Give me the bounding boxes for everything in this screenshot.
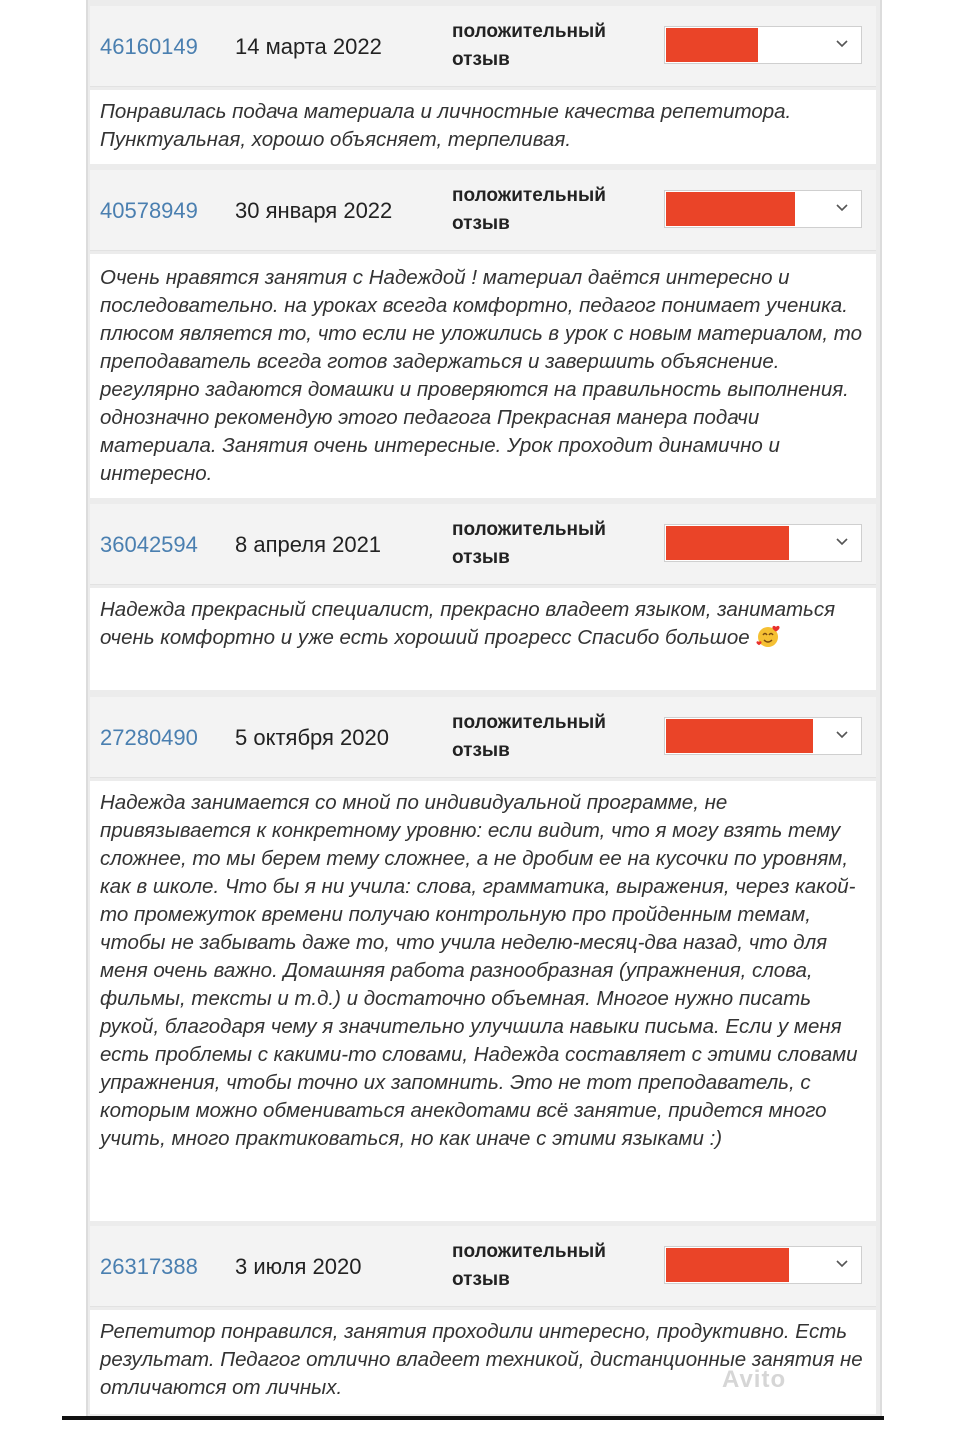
heart-face-emoji-icon: [756, 624, 782, 648]
review-text: [90, 781, 876, 1221]
rating-dropdown[interactable]: [664, 717, 862, 755]
review-type-line1: положительный: [452, 519, 606, 540]
review-type-line2: отзыв: [452, 1269, 510, 1290]
review-type-line2: отзыв: [452, 547, 510, 568]
review-date: 3 июля 2020: [235, 1254, 362, 1279]
review-header: [90, 697, 876, 778]
review-date: 5 октября 2020: [235, 725, 389, 750]
review-text-content: Репетитор понравился, занятия проходили интересно, продуктивно. Есть результат. Педагог отлично владеет техникой, дистанционные занятия не отличаются от личных.: [100, 1320, 863, 1399]
review-text: [90, 1310, 876, 1414]
bottom-divider: [62, 1416, 884, 1420]
review-id-link[interactable]: 40578949: [100, 198, 198, 223]
review-type-line2: отзыв: [452, 49, 510, 70]
chevron-down-icon: [835, 534, 849, 548]
rating-bar: [666, 526, 789, 560]
review-type-line1: положительный: [452, 185, 606, 206]
review-type-line1: положительный: [452, 712, 606, 733]
review-type-line2: отзыв: [452, 213, 510, 234]
review-type: [452, 182, 652, 238]
chevron-down-icon: [835, 200, 849, 214]
chevron-down-icon: [835, 1256, 849, 1270]
review-type: [452, 516, 652, 572]
review-id-link[interactable]: 26317388: [100, 1254, 198, 1279]
review-id-link[interactable]: 46160149: [100, 34, 198, 59]
review-type: [452, 709, 652, 765]
review-type-line2: отзыв: [452, 740, 510, 761]
review-id-link[interactable]: 36042594: [100, 532, 198, 557]
rating-bar: [666, 192, 795, 226]
review-text: [90, 588, 876, 690]
review-header: [90, 170, 876, 251]
review-date: 8 апреля 2021: [235, 532, 382, 557]
rating-dropdown[interactable]: [664, 524, 862, 562]
rating-dropdown[interactable]: [664, 190, 862, 228]
review-header: [90, 504, 876, 585]
review-type: [452, 1238, 652, 1294]
review-text-content: Понравилась подача материала и личностные качества репетитора. Пунктуальная, хорошо объясняет, терпеливая.: [100, 100, 792, 151]
review-type: [452, 18, 652, 74]
chevron-down-icon: [835, 727, 849, 741]
review-type-line1: положительный: [452, 1241, 606, 1262]
chevron-down-icon: [835, 36, 849, 50]
review-date: 30 января 2022: [235, 198, 393, 223]
rating-bar: [666, 719, 813, 753]
avito-watermark: Avito: [722, 1366, 787, 1393]
review-text-content: Очень нравятся занятия с Надеждой ! материал даётся интересно и последовательно. на уроках всегда комфортно, педагог понимает ученика. плюсом является то, что если не уложились в урок с новым материалом, то преподаватель всегда готов задержаться и завершить объяснение. регулярно задаются домашки и проверяются на правильность выполнения. однозначно рекомендую этого педагога Прекрасная манера подачи материала. Занятия очень интересные. Урок проходит динамично и интересно.: [100, 266, 862, 485]
review-text-content: Надежда прекрасный специалист, прекрасно владеет языком, заниматься очень комфортно и уже есть хороший прогресс Спасибо большое: [100, 598, 836, 649]
review-text: [90, 254, 876, 498]
review-id-link[interactable]: 27280490: [100, 725, 198, 750]
rating-bar: [666, 28, 758, 62]
review-text-content: Надежда занимается со мной по индивидуальной программе, не привязывается к конкретному уровню: если видит, что я могу взять тему сложнее, то мы берем тему сложнее, а не дробим ее на кусочки по уровням, как в школе. Что бы я ни учила: слова, грамматика, выражения, через какой-то промежуток времени получаю контрольную про пройденным темам, чтобы не забывать даже то, что учила неделю-месяц-два назад, что для меня очень важно. Домашняя работа разнообразная (упражнения, слова, фильмы, тексты и т.д.) и достаточно объемная. Многое нужно писать рукой, благодаря чему я значительно улучшила навыки письма. Если у меня есть проблемы с какими-то словами, Надежда составляет с этими словами упражнения, чтобы точно их запомнить. Это не тот преподаватель, с которым можно обмениваться анекдотами всё занятие, придется много учить, много практиковаться, но как иначе с этими языками :): [100, 791, 858, 1150]
review-date: 14 марта 2022: [235, 34, 382, 59]
rating-bar: [666, 1248, 789, 1282]
review-header: [90, 1226, 876, 1307]
rating-dropdown[interactable]: [664, 26, 862, 64]
rating-dropdown[interactable]: [664, 1246, 862, 1284]
review-type-line1: положительный: [452, 21, 606, 42]
review-header: [90, 6, 876, 87]
review-text: [90, 90, 876, 164]
